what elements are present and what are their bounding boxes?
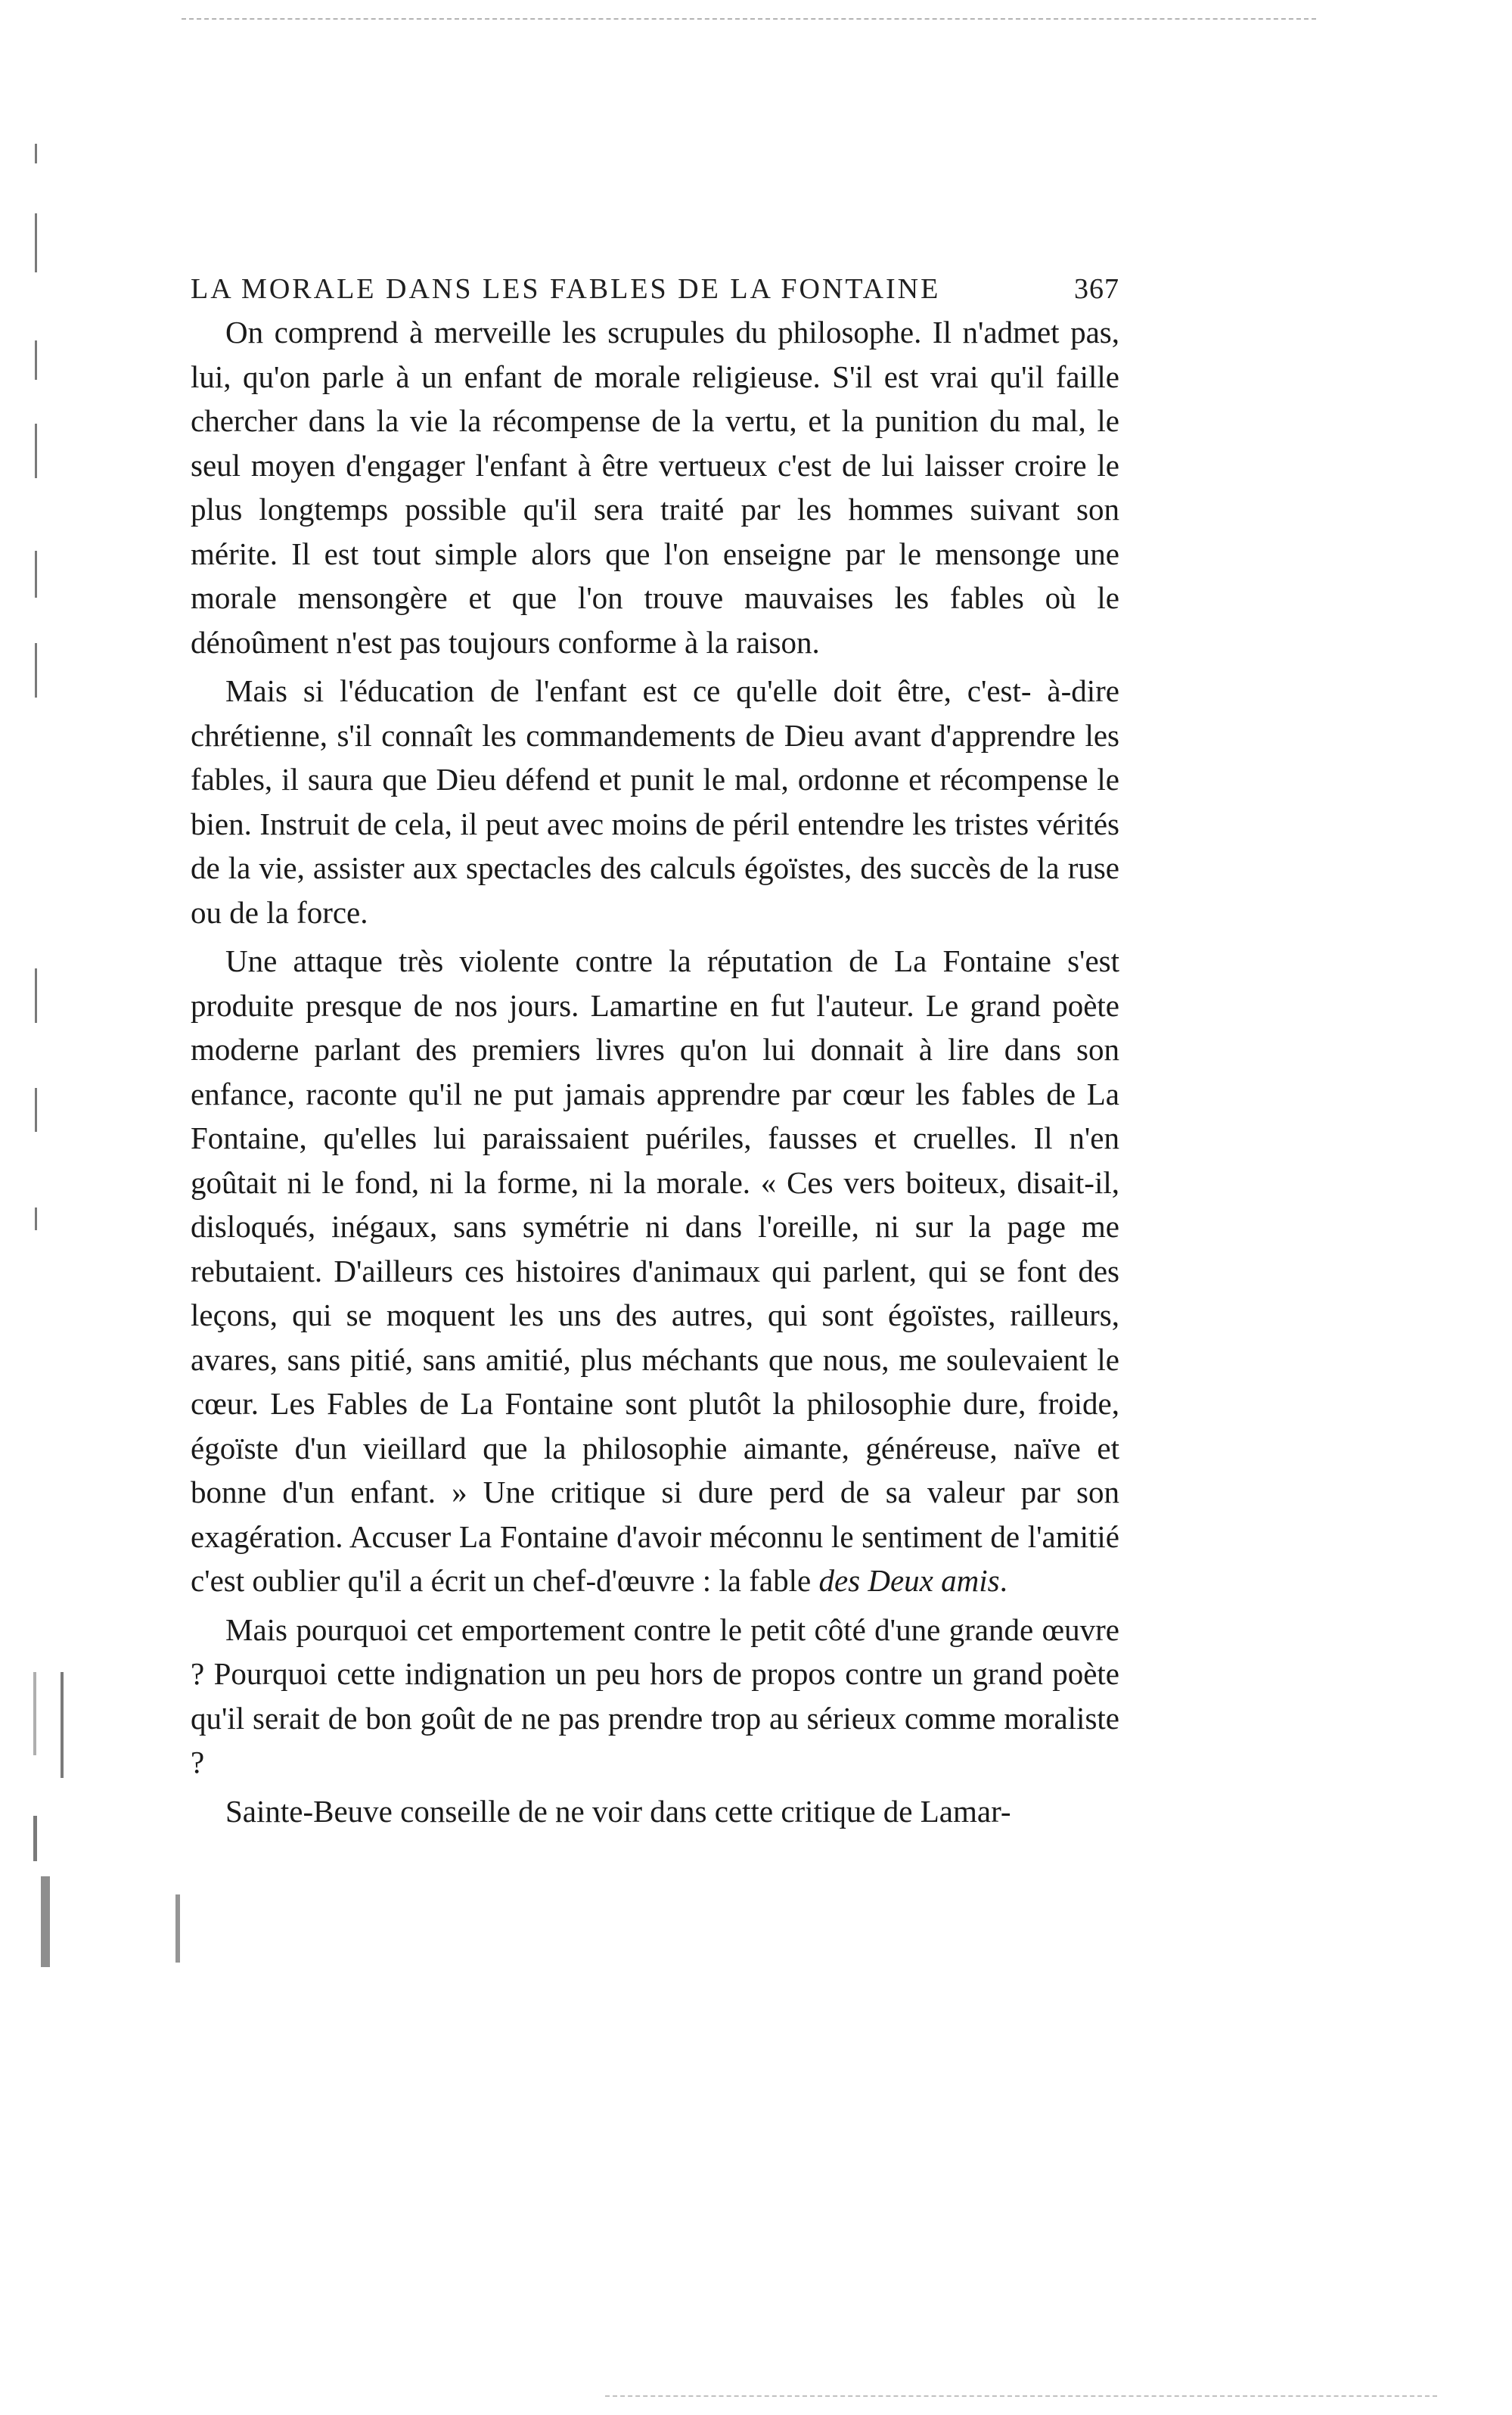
book-page [191,272,1119,1833]
paragraph [191,1608,1119,1785]
paragraph [191,669,1119,934]
scan-mark [61,1672,64,1778]
scan-edge-top [182,18,1316,20]
scan-mark [33,1672,36,1755]
paragraph-text: Mais pourquoi cet emportement contre le petit côté d'une grande œuvre ? Pourquoi cette indignation un peu hors de propos contre un grand poète qu'il serait de bon goût de ne pas prendre trop au sérieux comme moraliste ? [191,1612,1119,1779]
scan-mark [35,144,37,163]
scan-mark [41,1876,50,1967]
running-header [191,272,1119,306]
running-title: LA MORALE DANS LES FABLES DE LA FONTAINE [191,273,941,305]
paragraph [191,310,1119,664]
scan-mark [175,1894,180,1963]
scan-mark [35,340,37,380]
paragraph-text-tail: . [999,1563,1007,1598]
italic-title: des Deux amis [818,1563,1000,1598]
paragraph [191,939,1119,1603]
page-number: 367 [1074,273,1119,305]
paragraph-text: Une attaque très violente contre la réputation de La Fontaine s'est produite presque de nos jours. Lamartine en fut l'auteur. Le grand poète moderne parlant des premiers livres qu'on lui donnait à lire dans son enfance, raconte qu'il ne put jamais apprendre par cœur les fables de La Fontaine, qu'elles lui paraissaient puériles, fausses et cruelles. Il n'en goûtait ni le fond, ni la forme, ni la morale. « Ces vers boiteux, disait-il, disloqués, inégaux, sans symétrie ni dans l'oreille, ni sur la page me rebutaient. D'ailleurs ces histoires d'animaux qui parlent, qui se font des leçons, qui se moquent les uns des autres, qui sont égoïstes, railleurs, avares, sans pitié, sans amitié, plus méchants que nous, me soulevaient le cœur. Les Fables de La Fontaine sont plutôt la philosophie dure, froide, égoïste d'un vieillard que la philosophie aimante, généreuse, naïve et bonne d'un enfant. » Une critique si dure perd de sa valeur par son exagération. Accuser La Fontaine d'avoir méconnu le sentiment de l'amitié c'est oublier qu'il a écrit un chef-d'œuvre : la fable [191,943,1119,1598]
scan-mark [35,424,37,478]
paragraph-text: Mais si l'éducation de l'enfant est ce qu'elle doit être, c'est- à-dire chrétienne, s'il connaît les commandements de Dieu avant d'apprendre les fables, il saura que Dieu défend et punit le mal, ordonne et récompense le bien. Instruit de cela, il peut avec moins de péril entendre les tristes vérités de la vie, assister aux spectacles des calculs égoïstes, des succès de la ruse ou de la force. [191,673,1119,930]
scan-edge-bottom [605,2395,1437,2397]
scan-mark [35,1208,37,1230]
paragraph [191,1789,1119,1834]
scan-mark [35,551,37,598]
paragraph-text: Sainte-Beuve conseille de ne voir dans cette critique de Lamar- [225,1793,1011,1829]
paragraph-text: On comprend à merveille les scrupules du philosophe. Il n'admet pas, lui, qu'on parle à un enfant de morale religieuse. S'il est vrai qu'il faille chercher dans la vie la récompense de la vertu, et la punition du mal, le seul moyen d'engager l'enfant à être vertueux c'est de lui laisser croire le plus longtemps possible qu'il sera traité par les hommes suivant son mérite. Il est tout simple alors que l'on enseigne par le mensonge une morale mensongère et que l'on trouve mauvaises les fables où le dénoûment n'est pas toujours conforme à la raison. [191,315,1119,660]
scan-mark [35,213,37,272]
scan-mark [35,643,37,698]
scan-mark [33,1816,37,1861]
scan-mark [35,968,37,1023]
scan-mark [35,1088,37,1132]
